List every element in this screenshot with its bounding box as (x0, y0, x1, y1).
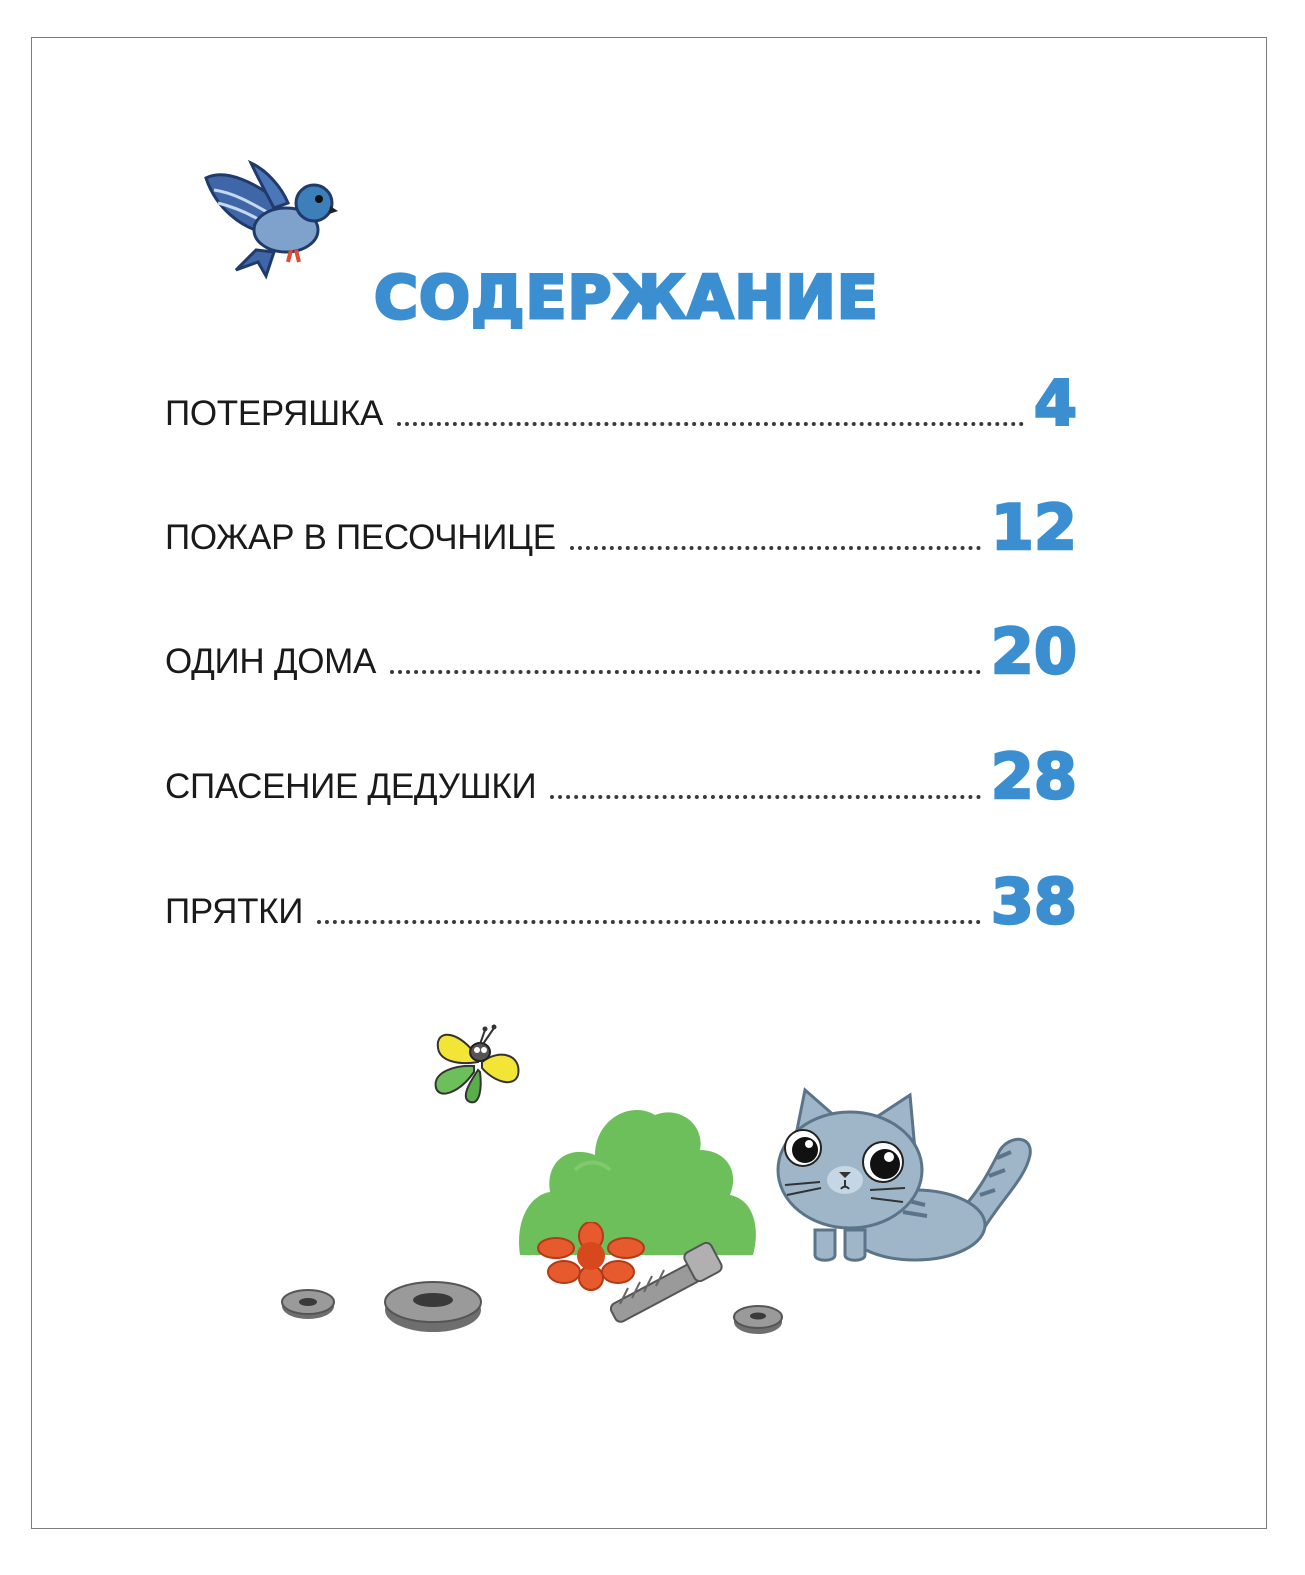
dot-leader (390, 670, 981, 674)
toc-page-number: 20 (990, 615, 1077, 688)
toc-entry[interactable] (165, 860, 1077, 940)
toc-entry-title: СПАСЕНИЕ ДЕДУШКИ (165, 767, 537, 806)
toc-entry-title: ПРЯТКИ (165, 892, 304, 931)
butterfly-icon (430, 1020, 525, 1108)
toc-entry-title: ПОЖАР В ПЕСОЧНИЦЕ (165, 518, 556, 557)
toc-entry[interactable] (165, 610, 1077, 690)
toc-entry[interactable] (165, 486, 1077, 566)
dot-leader (397, 422, 1024, 426)
toc-entry[interactable] (165, 362, 1077, 442)
bolt-icon (600, 1238, 725, 1323)
washer-icon (280, 1286, 336, 1322)
toc-page-number: 38 (990, 865, 1077, 938)
toc-entry[interactable] (165, 735, 1077, 815)
dot-leader (550, 795, 980, 799)
washer-icon (382, 1276, 484, 1336)
dot-leader (317, 920, 981, 924)
toc-entry-title: ПОТЕРЯШКА (165, 394, 384, 433)
dot-leader (570, 546, 981, 550)
toc-page-number: 28 (990, 740, 1077, 813)
toc-page-number: 12 (990, 491, 1077, 564)
page-title: СОДЕРЖАНИЕ (374, 263, 879, 333)
toc-page-number: 4 (1033, 367, 1077, 440)
kitten-icon (775, 1080, 1040, 1265)
washer-icon (732, 1302, 784, 1336)
toc-list (165, 0, 1077, 1000)
toc-entry-title: ОДИН ДОМА (165, 642, 377, 681)
